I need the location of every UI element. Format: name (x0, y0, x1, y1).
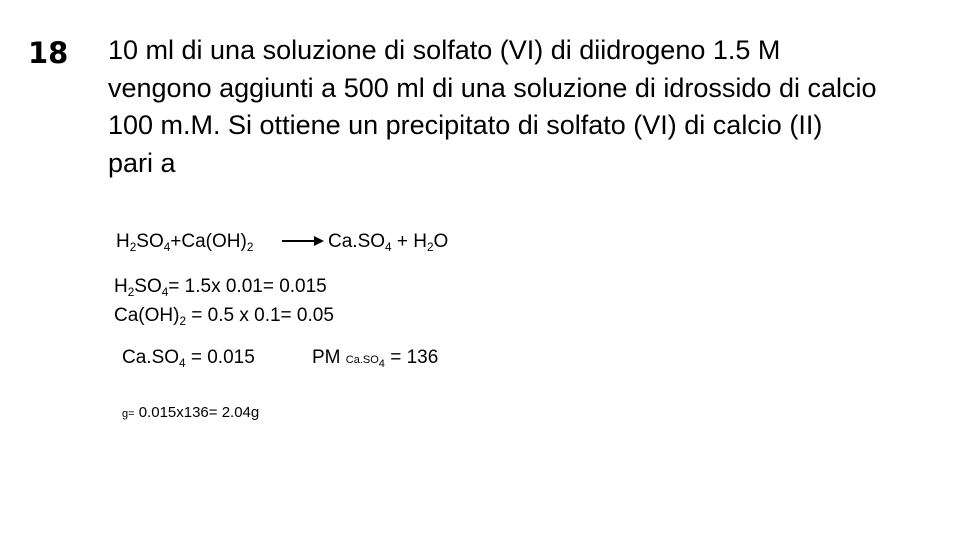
equation-products: $Ca.SO_4 + H_2O$ (328, 231, 449, 255)
question-text (108, 32, 948, 182)
question-line-1: 10 ml di una soluzione di solfato (VI) di diidrogeno 1.5 M (108, 35, 781, 65)
question-line-2: vengono aggiunti a 500 ml di una soluzione di idrossido di calcio (108, 72, 877, 103)
calc-caoh2-line: $Ca(OH)_2 = 0.5$ x 0.1= 0.05 (114, 305, 334, 329)
calc-mass-line: g= 0.015x136= 2.04g (122, 404, 260, 421)
equation-reactants: $H_2SO_4+Ca(OH)_2$ (116, 231, 254, 255)
calc-caso4-line: $Ca.SO_4 = 0.015$ (122, 347, 255, 371)
right-arrow-icon (282, 234, 324, 248)
question-line-4: pari a (108, 147, 176, 178)
calc-pm-line: PM $Ca.SO_4 = 136$ (312, 347, 439, 370)
question-line-3: 100 m.M. Si ottiene un precipitato di solfato (VI) di calcio (II) (108, 110, 823, 140)
calc-h2so4-line: $H_2SO_4= 1.5x$ 0.01= 0.015 (114, 276, 327, 300)
slide-number: 18 (28, 36, 69, 70)
